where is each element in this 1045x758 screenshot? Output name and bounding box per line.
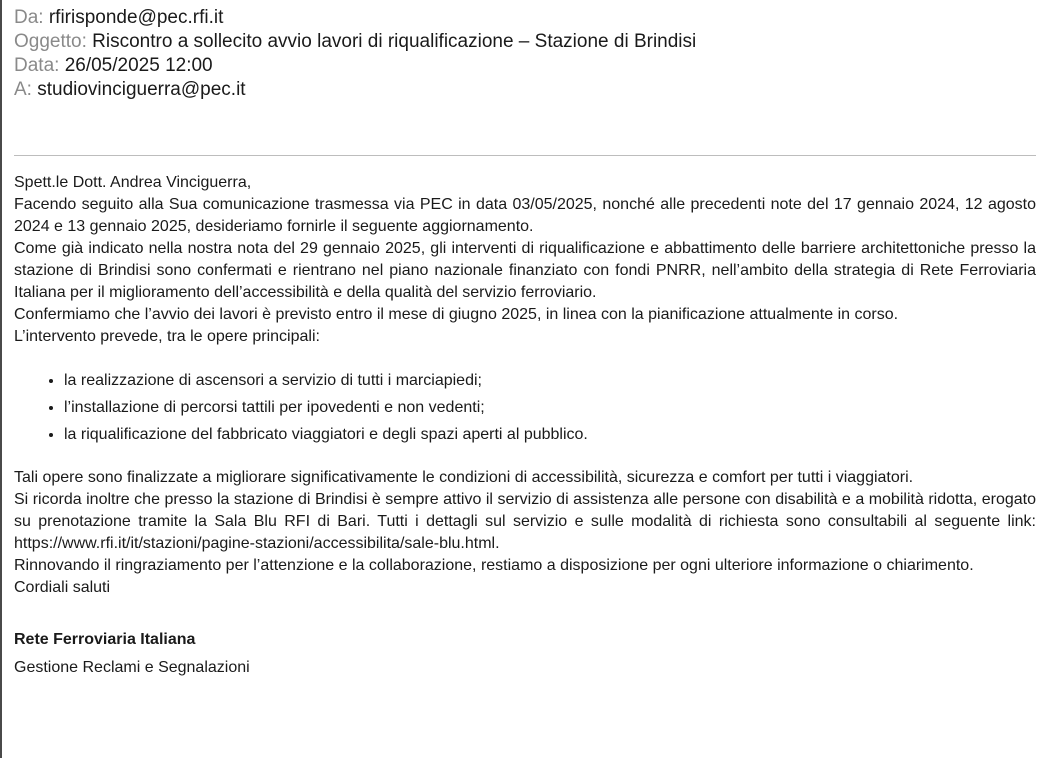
list-item: • l’installazione di percorsi tattili per ipovedenti e non vedenti;	[64, 394, 1036, 421]
to-address[interactable]: studiovinciguerra@pec.it	[37, 79, 246, 100]
from-label: Da:	[14, 7, 44, 28]
paragraph-assistance: Si ricorda inoltre che presso la stazione di Brindisi è sempre attivo il servizio di assistenza alle persone con disabilità e a mobilità ridotta, erogato su prenotazione tramite la Sala Blu RFI di Bari. Tutti i dettagli sul servizio e sulle modalità di richiesta sono consultabili al seguente link: https://www.rfi.it/it/stazioni/pagine-stazioni/accessibilita/sale-blu.html.	[14, 491, 1036, 552]
closing: Cordiali saluti	[14, 579, 111, 596]
date-label: Data:	[14, 55, 60, 76]
email-body	[14, 172, 1036, 679]
paragraph-intro: Facendo seguito alla Sua comunicazione trasmessa via PEC in data 03/05/2025, nonché alle precedenti note del 17 gennaio 2024, 12 agosto 2024 e 13 gennaio 2025, desideriamo fornirle il seguente aggiornamento.	[14, 196, 1036, 235]
email-header	[14, 6, 696, 102]
subject-text: Riscontro a sollecito avvio lavori di riqualificazione – Stazione di Brindisi	[92, 31, 697, 52]
paragraph-schedule: Confermiamo che l’avvio dei lavori è previsto entro il mese di giugno 2025, in linea con la pianificazione attualmente in corso.	[14, 306, 899, 323]
header-divider	[14, 155, 1036, 156]
subject-row	[14, 30, 696, 54]
to-label: A:	[14, 79, 32, 100]
signature-department: Gestione Reclami e Segnalazioni	[14, 659, 250, 676]
paragraph-purpose: Tali opere sono finalizzate a migliorare significativamente le condizioni di accessibilità, sicurezza e comfort per tutti i viaggiatori.	[14, 469, 914, 486]
from-row	[14, 6, 696, 30]
to-row	[14, 78, 696, 102]
paragraph-confirmation: Come già indicato nella nostra nota del 29 gennaio 2025, gli interventi di riqualificazione e abbattimento delle barriere architettoniche presso la stazione di Brindisi sono confermati e rientrano nel piano nazionale finanziato con fondi PNRR, nell’ambito della strategia di Rete Ferroviaria Italiana per il miglioramento dell’accessibilità e della qualità del servizio ferroviario.	[14, 240, 1036, 301]
date-text: 26/05/2025 12:00	[64, 55, 213, 76]
subject-label: Oggetto:	[14, 31, 87, 52]
date-row	[14, 54, 696, 78]
paragraph-works-intro: L’intervento prevede, tra le opere principali:	[14, 328, 320, 345]
list-item: • la riqualificazione del fabbricato viaggiatori e degli spazi aperti al pubblico.	[64, 421, 1036, 448]
paragraph-thanks: Rinnovando il ringraziamento per l’attenzione e la collaborazione, restiamo a disposizione per ogni ulteriore informazione o chiarimento.	[14, 557, 974, 574]
list-item: • la realizzazione di ascensori a servizio di tutti i marciapiedi;	[64, 367, 1036, 394]
from-address[interactable]: rfirisponde@pec.rfi.it	[48, 7, 224, 28]
signature	[14, 629, 1036, 679]
signature-name: Rete Ferroviaria Italiana	[14, 631, 196, 648]
greeting: Spett.le Dott. Andrea Vinciguerra,	[14, 174, 252, 191]
works-list	[14, 367, 1036, 448]
